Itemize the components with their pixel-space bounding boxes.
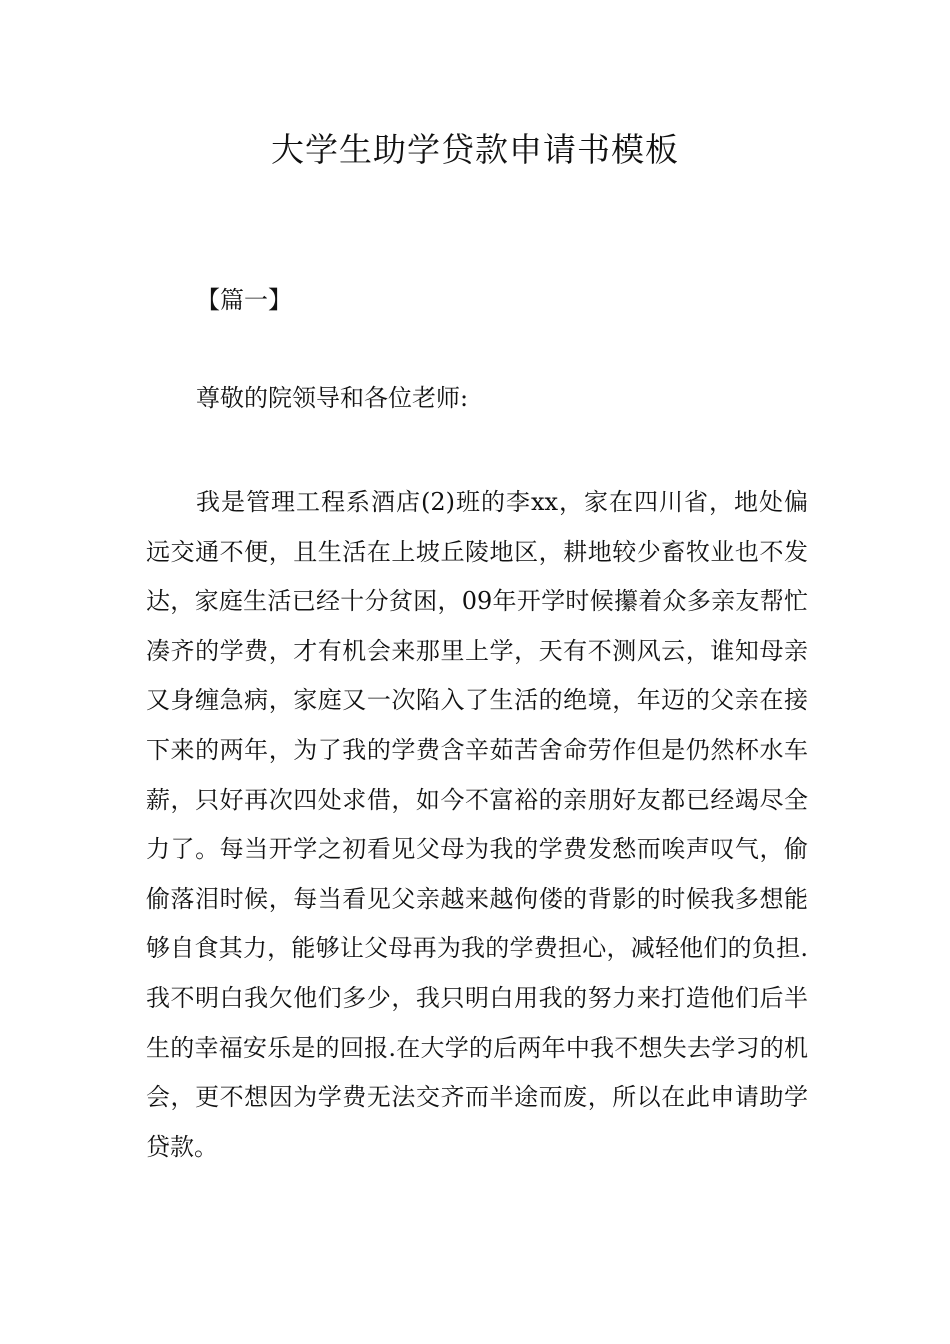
salutation: 尊敬的院领导和各位老师: — [196, 384, 469, 412]
document-title: 大学生助学贷款申请书模板 — [271, 130, 679, 169]
body-paragraph: 我是管理工程系酒店(2)班的李xx，家在四川省，地处偏远交通不便，且生活在上坡丘陵地区，耕地较少畜牧业也不发达，家庭生活已经十分贫困，09年开学时候攥着众多亲友帮忙凑齐的学费，才有机会来那里上学，天有不测风云，谁知母亲又身缠急病，家庭又一次陷入了生活的绝境，年迈的父亲在接下来的两年，为了我的学费含辛茹苦舍命劳作但是仍然杯水车薪，只好再次四处求借，如今不富裕的亲朋好友都已经竭尽全力了。每当开学之初看见父母为我的学费发愁而唉声叹气，偷偷落泪时候，每当看见父亲越来越佝偻的背影的时候我多想能够自食其力，能够让父母再为我的学费担心，减轻他们的负担.我不明白我欠他们多少，我只明白用我的努力来打造他们后半生的幸福安乐是的回报.在大学的后两年中我不想失去学习的机会，更不想因为学费无法交齐而半途而废，所以在此申请助学贷款。 — [146, 488, 808, 1161]
section-label: 【篇一】 — [196, 286, 292, 314]
